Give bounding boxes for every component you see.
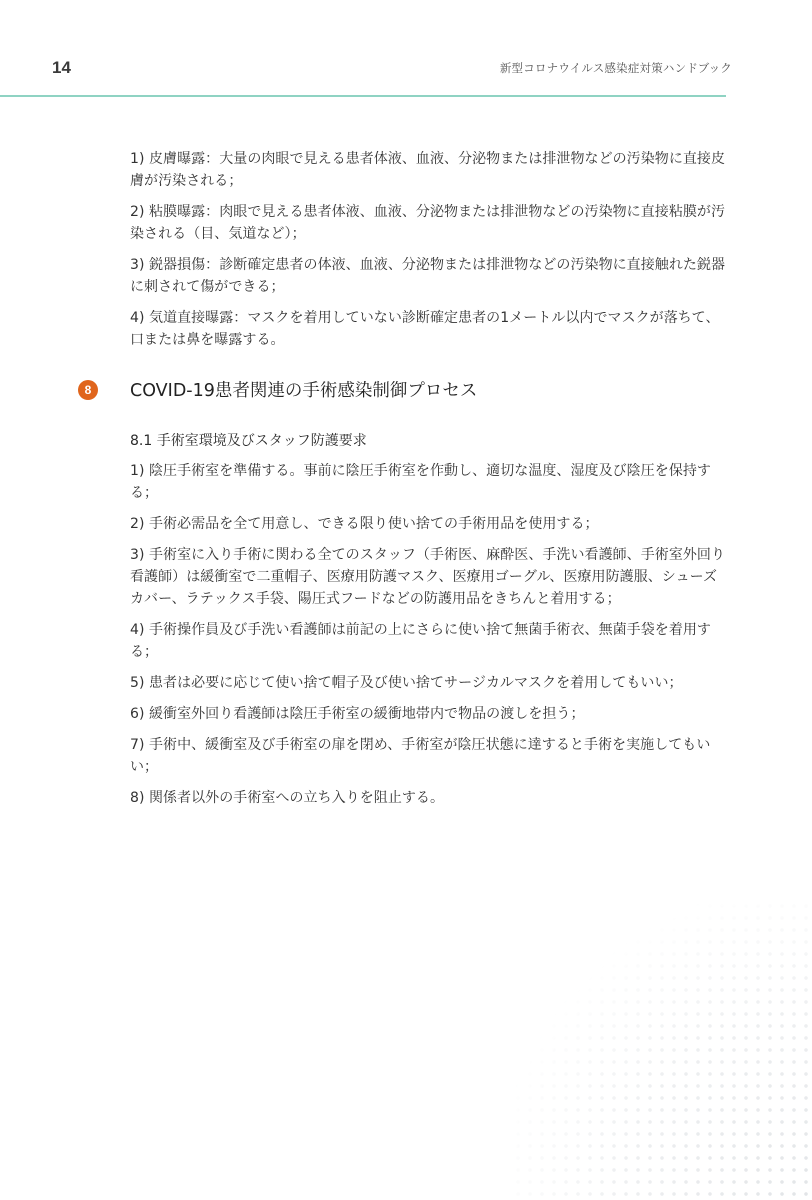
list-item: 2) 手術必需品を全て用意し、できる限り使い捨ての手術用品を使用する； — [130, 516, 599, 532]
subsection-title: 8.1 手術室環境及びスタッフ防護要求 — [130, 433, 367, 449]
list-item: 2) 粘膜曝露：肉眼で見える患者体液、血液、分泌物または排泄物などの汚染物に直接粘膜が汚染される（目、気道など）； — [130, 204, 726, 242]
list-item: 4) 手術操作員及び手洗い看護師は前記の上にさらに使い捨て無菌手術衣、無菌手袋を着用する； — [130, 622, 711, 660]
list-item: 3) 手術室に入り手術に関わる全てのスタッフ（手術医、麻酔医、手洗い看護師、手術室外回り看護師）は緩衝室で二重帽子、医療用防護マスク、医療用ゴーグル、医療用防護服、シューズカバー、ラテックス手袋、陽圧式フードなどの防護用品をきちんと着用する； — [130, 547, 726, 607]
section-heading — [78, 377, 728, 402]
exposure-list — [130, 148, 730, 360]
running-title: 新型コロナウイルス感染症対策ハンドブック — [499, 61, 732, 75]
page-number: 14 — [52, 58, 71, 77]
header-rule — [0, 95, 726, 97]
list-item: 5) 患者は必要に応じて使い捨て帽子及び使い捨てサージカルマスクを着用してもいい； — [130, 675, 683, 691]
list-item: 4) 気道直接曝露：マスクを着用していない診断確定患者の1メートル以内でマスクが落ちて、口または鼻を曝露する。 — [130, 310, 720, 348]
decorative-dot-pattern — [512, 900, 812, 1200]
subsection — [130, 430, 730, 818]
list-item: 1) 陰圧手術室を準備する。事前に陰圧手術室を作動し、適切な温度、湿度及び陰圧を保持する； — [130, 463, 711, 501]
section-number-badge: 8 — [78, 380, 98, 400]
section-title: COVID-19患者関連の手術感染制御プロセス — [130, 381, 478, 401]
list-item: 6) 緩衝室外回り看護師は陰圧手術室の緩衝地帯内で物品の渡しを担う； — [130, 706, 585, 722]
list-item: 7) 手術中、緩衝室及び手術室の扉を閉め、手術室が陰圧状態に達すると手術を実施してもいい； — [130, 737, 711, 775]
list-item: 8) 関係者以外の手術室への立ち入りを阻止する。 — [130, 790, 445, 806]
list-item: 1) 皮膚曝露：大量の肉眼で見える患者体液、血液、分泌物または排泄物などの汚染物に直接皮膚が汚染される； — [130, 151, 726, 189]
list-item: 3) 鋭器損傷：診断確定患者の体液、血液、分泌物または排泄物などの汚染物に直接触れた鋭器に刺されて傷ができる； — [130, 257, 726, 295]
